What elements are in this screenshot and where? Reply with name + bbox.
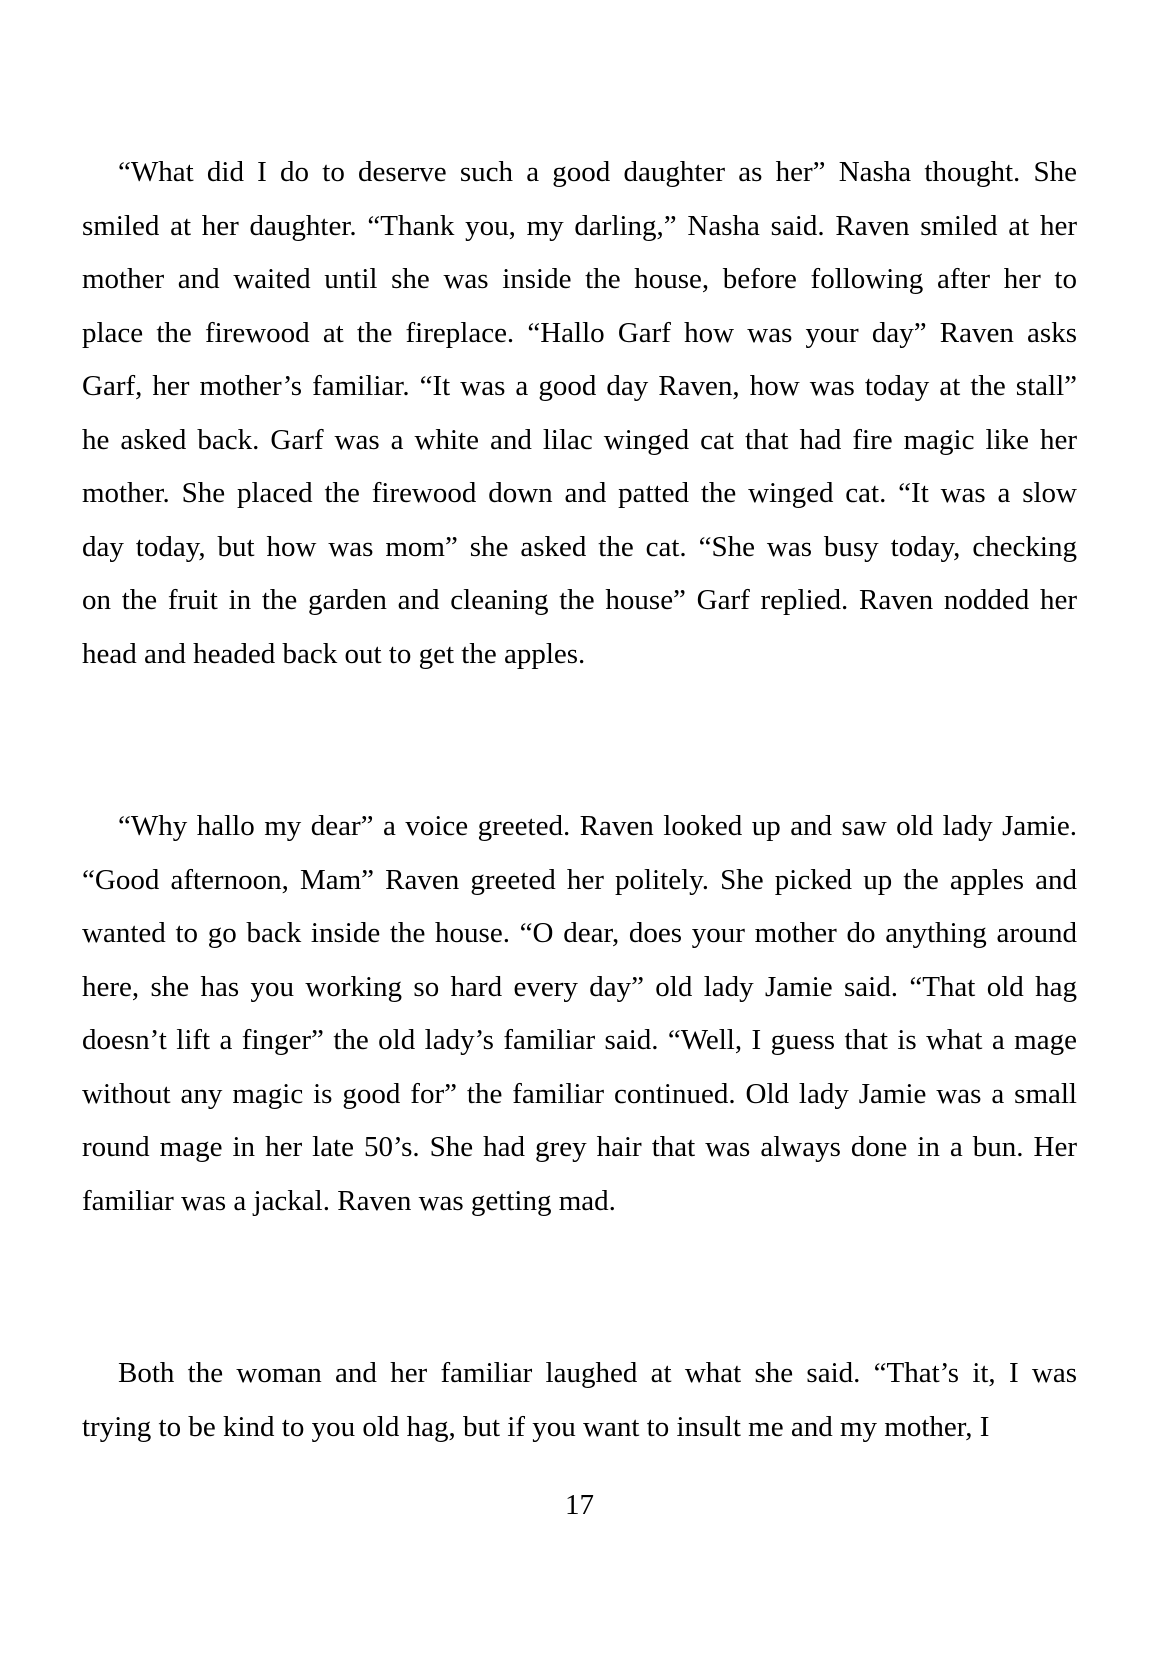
text-line: head and headed back out to get the apples. xyxy=(82,637,586,670)
text-line: trying to be kind to you old hag, but if you want to insult me and my mother, I xyxy=(82,1410,990,1443)
text-line: Both the woman and her familiar laughed at what she said. “That’s it, I was xyxy=(118,1357,1077,1389)
text-line: he asked back. Garf was a white and lilac winged cat that had fire magic like her xyxy=(82,423,1077,456)
page-footer xyxy=(82,1479,1077,1533)
text-line: place the firewood at the fireplace. “Hallo Garf how was your day” Raven asks xyxy=(82,316,1077,349)
text-line: smiled at her daughter. “Thank you, my darling,” Nasha said. Raven smiled at her xyxy=(82,209,1077,242)
text-line: Garf, her mother’s familiar. “It was a good day Raven, how was today at the stall” xyxy=(82,370,1077,402)
text-line: familiar was a jackal. Raven was getting mad. xyxy=(82,1184,616,1217)
text-line: “What did I do to deserve such a good daughter as her” Nasha thought. She xyxy=(118,156,1077,188)
text-line: “Why hallo my dear” a voice greeted. Raven looked up and saw old lady Jamie. xyxy=(118,810,1077,842)
paragraph xyxy=(82,800,1077,1228)
page-number: 17 xyxy=(565,1489,594,1521)
text-line: day today, but how was mom” she asked the cat. “She was busy today, checking xyxy=(82,530,1077,563)
text-line: here, she has you working so hard every day” old lady Jamie said. “That old hag xyxy=(82,970,1077,1003)
text-line: mother and waited until she was inside the house, before following after her to xyxy=(82,263,1077,295)
text-line: “Good afternoon, Mam” Raven greeted her politely. She picked up the apples and xyxy=(82,863,1077,896)
paragraph xyxy=(82,1347,1077,1454)
text-line: doesn’t lift a finger” the old lady’s familiar said. “Well, I guess that is what a mage xyxy=(82,1024,1077,1056)
text-line: wanted to go back inside the house. “O dear, does your mother do anything around xyxy=(82,917,1077,949)
text-line: mother. She placed the firewood down and patted the winged cat. “It was a slow xyxy=(82,477,1077,509)
text-line: round mage in her late 50’s. She had grey hair that was always done in a bun. Her xyxy=(82,1131,1077,1163)
text-line: on the fruit in the garden and cleaning the house” Garf replied. Raven nodded her xyxy=(82,584,1077,616)
text-line: without any magic is good for” the familiar continued. Old lady Jamie was a small xyxy=(82,1077,1077,1110)
paragraph xyxy=(82,146,1077,681)
page-text xyxy=(82,146,1077,1454)
